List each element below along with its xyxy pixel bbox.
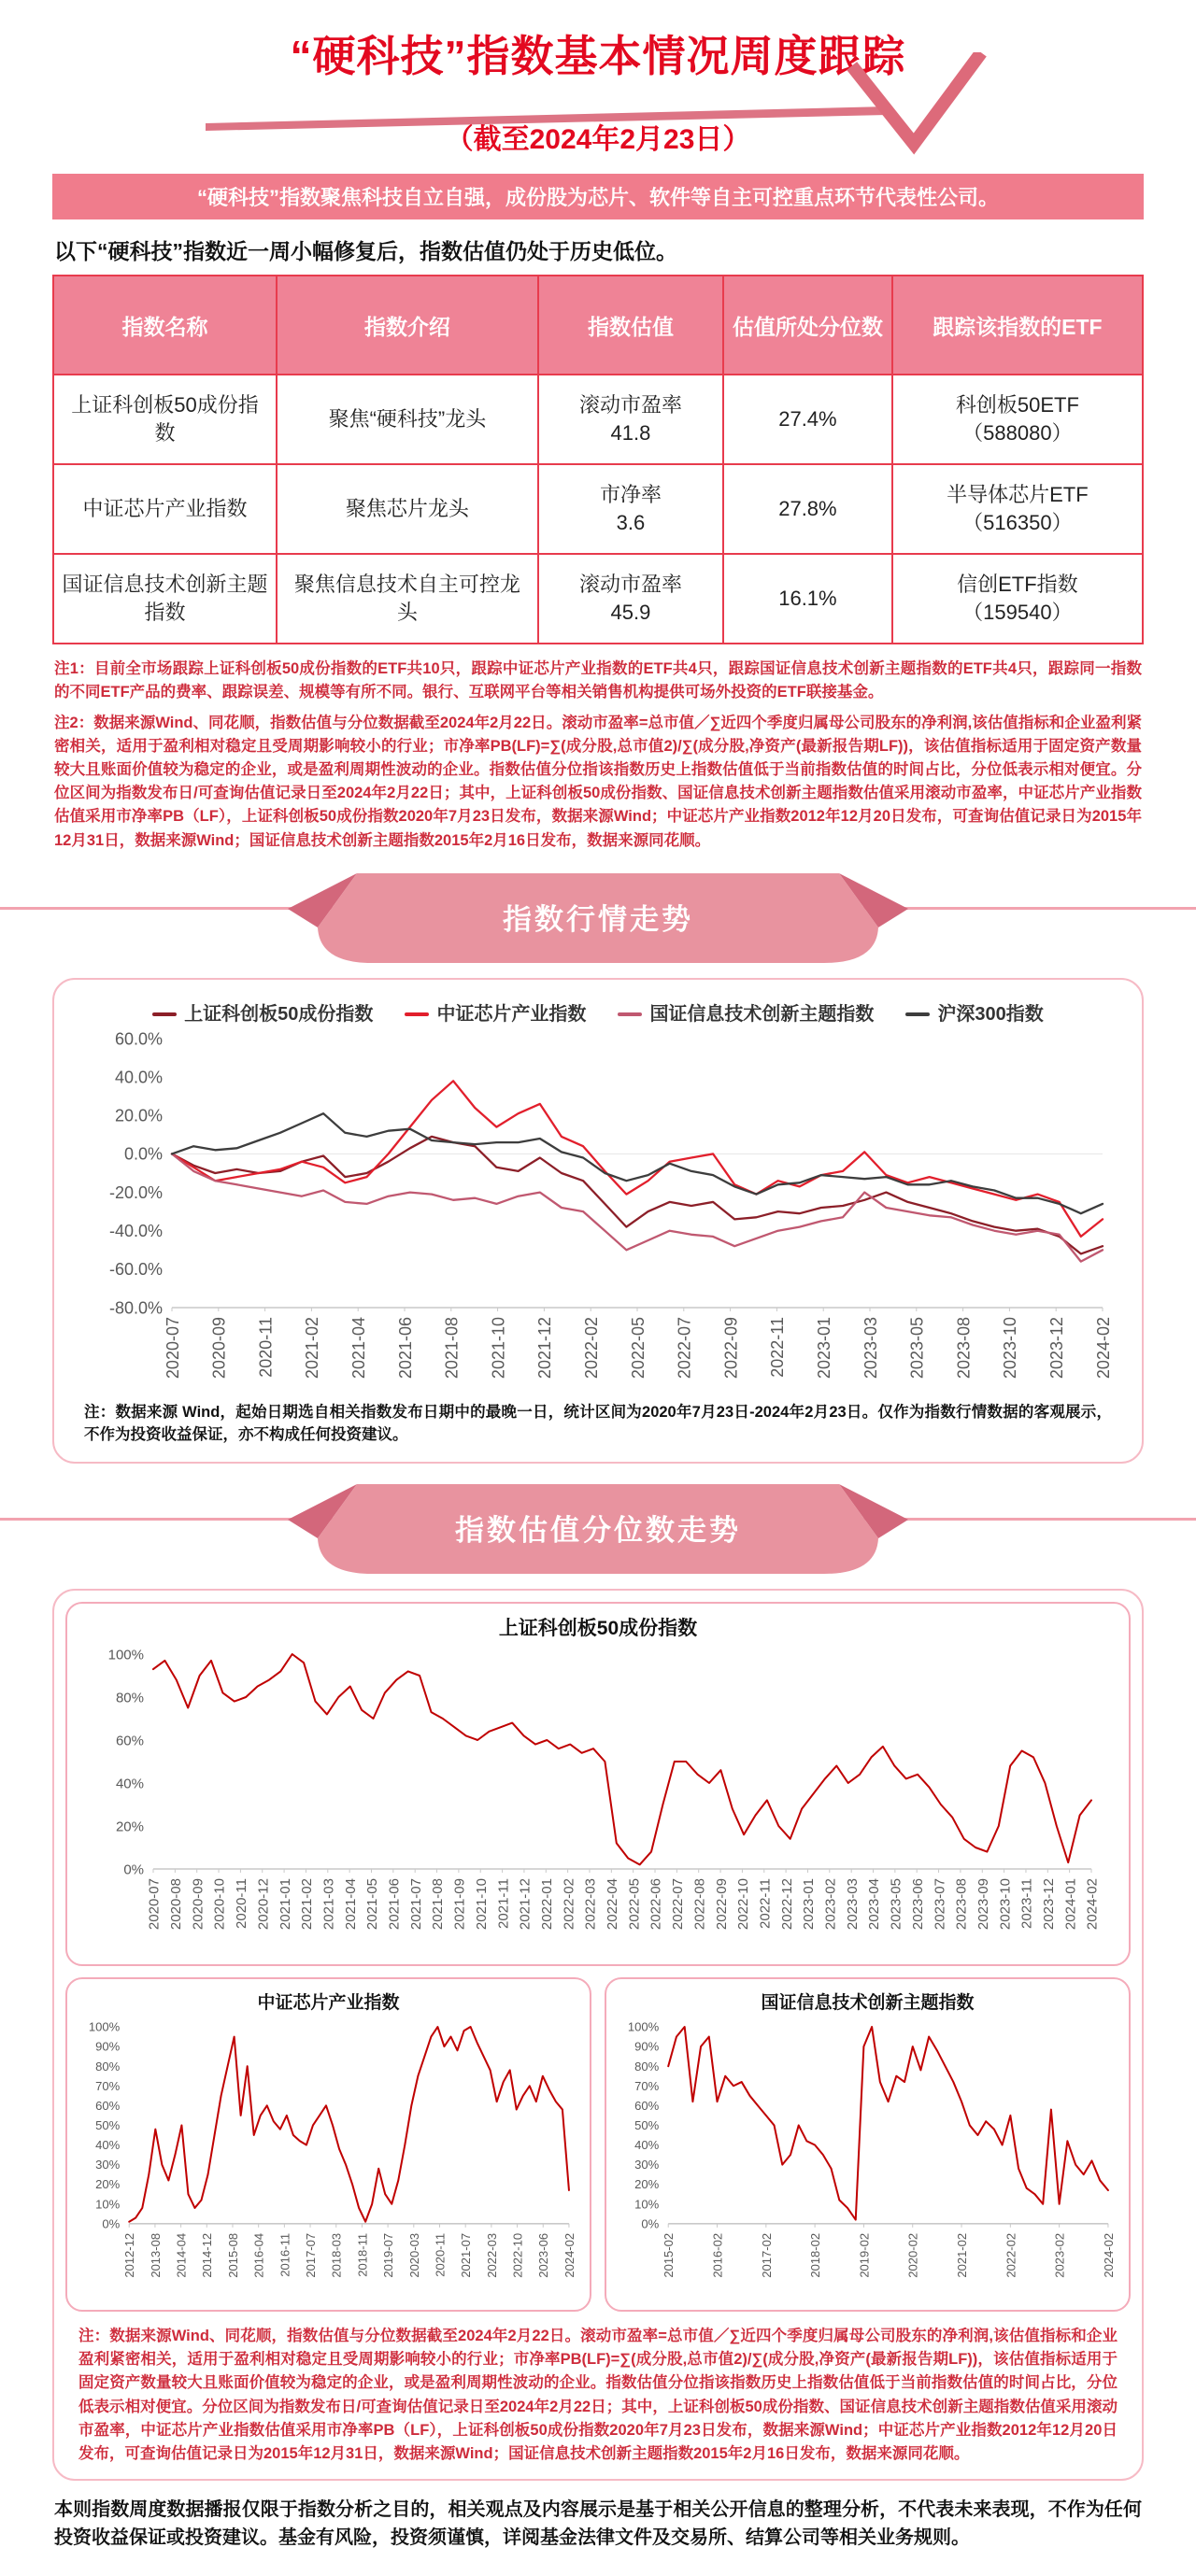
legend-item [152, 998, 373, 1026]
svg-text:50%: 50% [634, 2118, 660, 2133]
index-name: 国证信息技术创新主题指数 [53, 554, 277, 644]
svg-text:2022-03: 2022-03 [582, 1878, 599, 1931]
section1-note: 注：数据来源 Wind，起始日期选自相关指数发布日期中的最晚一日，统计区间为2020年7月23日-2024年2月23日。仅作为指数行情数据的客观展示，不作为投资收益保证，亦不构成任何投资建议。 [84, 1403, 1112, 1444]
svg-text:0%: 0% [102, 2216, 121, 2231]
svg-text:2022-08: 2022-08 [691, 1878, 708, 1931]
svg-text:2024-02: 2024-02 [562, 2232, 577, 2278]
svg-text:2022-09: 2022-09 [713, 1878, 730, 1931]
index-valuation [538, 375, 723, 464]
svg-text:2020-07: 2020-07 [146, 1878, 163, 1931]
legend-label: 上证科创板50成份指数 [184, 1003, 374, 1025]
svg-text:60.0%: 60.0% [114, 1028, 163, 1048]
svg-text:2022-01: 2022-01 [538, 1878, 555, 1931]
svg-text:2021-12: 2021-12 [517, 1878, 534, 1931]
svg-text:40%: 40% [115, 1776, 144, 1792]
chart-legend [64, 998, 1132, 1026]
table-row [53, 464, 1143, 554]
svg-text:2021-10: 2021-10 [473, 1878, 490, 1931]
svg-text:2021-06: 2021-06 [395, 1316, 415, 1379]
svg-text:2021-04: 2021-04 [349, 1316, 369, 1379]
legend-dash-icon [405, 1012, 429, 1016]
svg-text:2023-05: 2023-05 [907, 1316, 927, 1379]
svg-text:2022-06: 2022-06 [648, 1878, 664, 1931]
svg-text:2021-06: 2021-06 [386, 1878, 403, 1931]
svg-text:2016-02: 2016-02 [710, 2232, 725, 2278]
svg-text:2023-01: 2023-01 [815, 1316, 834, 1379]
svg-text:2022-11: 2022-11 [757, 1878, 774, 1930]
svg-text:2023-06: 2023-06 [909, 1878, 926, 1931]
svg-text:2020-09: 2020-09 [209, 1316, 229, 1379]
index-etf [892, 375, 1143, 464]
svg-text:2023-03: 2023-03 [844, 1878, 861, 1931]
svg-text:2020-07: 2020-07 [163, 1316, 182, 1379]
section2-banner [0, 1480, 1196, 1578]
svg-text:20%: 20% [115, 1819, 144, 1835]
svg-text:2018-02: 2018-02 [808, 2232, 823, 2278]
index-name: 中证芯片产业指数 [53, 464, 277, 554]
svg-text:0%: 0% [641, 2216, 660, 2231]
kc50-percentile-box [65, 1602, 1131, 1966]
subtitle: （截至2024年2月23日） [445, 124, 751, 155]
svg-text:90%: 90% [634, 2039, 660, 2054]
chip-percentile-box [65, 1977, 591, 2312]
svg-text:2023-05: 2023-05 [888, 1878, 904, 1931]
svg-text:2022-09: 2022-09 [721, 1316, 741, 1379]
svg-text:80%: 80% [634, 2059, 660, 2074]
svg-text:100%: 100% [627, 2019, 660, 2034]
svg-text:2022-05: 2022-05 [626, 1878, 643, 1931]
svg-text:2013-08: 2013-08 [148, 2232, 163, 2278]
svg-text:2023-03: 2023-03 [861, 1316, 880, 1379]
svg-text:2020-02: 2020-02 [905, 2232, 920, 2278]
percentile-box [52, 1589, 1144, 2481]
svg-text:2022-04: 2022-04 [605, 1878, 621, 1931]
section1-title: 指数行情走势 [503, 902, 693, 936]
svg-text:70%: 70% [95, 2078, 121, 2093]
col-header-intro: 指数介绍 [277, 276, 538, 375]
svg-text:2021-07: 2021-07 [407, 1878, 424, 1931]
svg-text:0%: 0% [123, 1861, 144, 1878]
svg-text:2023-01: 2023-01 [801, 1878, 818, 1931]
svg-text:2020-08: 2020-08 [168, 1878, 185, 1931]
etf-name: 信创ETF指数 [957, 573, 1078, 597]
svg-text:2023-12: 2023-12 [1047, 1316, 1067, 1379]
index-valuation [538, 554, 723, 644]
index-percentile: 27.4% [723, 375, 892, 464]
legend-dash-icon [905, 1012, 930, 1016]
svg-text:2022-05: 2022-05 [628, 1316, 648, 1379]
chip-percentile-chart [73, 2016, 584, 2308]
svg-text:100%: 100% [88, 2019, 121, 2034]
kc50-chart-title: 上证科创板50成份指数 [498, 1618, 698, 1640]
kc50-percentile-chart [84, 1643, 1112, 1962]
svg-text:2018-11: 2018-11 [355, 2232, 370, 2277]
svg-text:-60.0%: -60.0% [108, 1259, 163, 1279]
legend-label: 国证信息技术创新主题指数 [649, 1003, 875, 1025]
svg-text:2012-12: 2012-12 [122, 2232, 137, 2278]
itinno-percentile-chart [612, 2016, 1123, 2308]
index-intro: 聚焦信息技术自主可控龙头 [277, 554, 538, 644]
svg-text:40%: 40% [95, 2138, 121, 2153]
legend-label: 沪深300指数 [937, 1003, 1044, 1025]
index-intro: 聚焦芯片龙头 [277, 464, 538, 554]
chip-chart-title: 中证芯片产业指数 [257, 1993, 400, 2014]
itinno-chart-title: 国证信息技术创新主题指数 [761, 1993, 975, 2014]
svg-text:2022-10: 2022-10 [735, 1878, 752, 1931]
table-row [53, 375, 1143, 464]
svg-text:10%: 10% [95, 2197, 121, 2212]
svg-text:2023-09: 2023-09 [975, 1878, 991, 1931]
percentile-chart-row [65, 1977, 1131, 2312]
etf-name: 半导体芯片ETF [947, 483, 1089, 507]
svg-text:2020-11: 2020-11 [256, 1316, 276, 1378]
market-trend-chart [75, 1026, 1121, 1399]
svg-text:70%: 70% [634, 2078, 660, 2093]
table-header-row [53, 276, 1143, 375]
etf-code: （516350） [962, 511, 1073, 534]
svg-text:2020-03: 2020-03 [406, 2232, 421, 2278]
svg-text:-40.0%: -40.0% [108, 1221, 163, 1240]
svg-text:2023-04: 2023-04 [866, 1878, 883, 1931]
table-note-2: 注2：数据来源Wind、同花顺，指数估值与分位数据截至2024年2月22日。滚动市盈率=总市值／∑近四个季度归属母公司股东的净利润,该估值指标和企业盈利紧密相关，适用于盈利相对稳定且受周期影响较小的行业；市净率PB(LF)=∑(成分股,总市值2)/∑(成分股,净资产(最新报告期LF))，该估值指标适用于固定资产数量较大且账面价值较为稳定的企业，或是盈利周期性波动的企业。指数估值分位指该指数历史上指数估值低于当前指数估值的时间占比，分位低表示相对便宜。分位区间为指数发布日/可查询估值记录日至2024年2月22日；其中，上证科创板50成份指数、国证信息技术创新主题指数估值采用滚动市盈率，中证芯片产业指数估值采用市净率PB（LF），上证科创板50成份指数2020年7月23日发布，数据来源Wind；中证芯片产业指数2012年12月20日发布，可查询估值记录日为2015年12月31日，数据来源Wind；国证信息技术创新主题指数2015年2月16日发布，数据来源同花顺。 [54, 715, 1142, 849]
header [0, 22, 1196, 157]
svg-text:2021-08: 2021-08 [430, 1878, 447, 1931]
etf-code: （159540） [962, 601, 1073, 624]
svg-text:0.0%: 0.0% [123, 1144, 163, 1164]
legend-item [405, 998, 586, 1026]
valuation-type: 市净率 [599, 483, 662, 507]
table-row [53, 554, 1143, 644]
svg-text:2022-02: 2022-02 [1004, 2232, 1018, 2278]
svg-text:30%: 30% [95, 2158, 121, 2173]
svg-text:2021-04: 2021-04 [342, 1878, 359, 1931]
page-title: “硬科技”指数基本情况周度跟踪 [290, 32, 906, 80]
svg-text:2022-10: 2022-10 [510, 2232, 525, 2278]
intro-text: 以下“硬科技”指数近一周小幅修复后，指数估值仍处于历史低位。 [54, 239, 677, 263]
svg-text:2015-08: 2015-08 [225, 2232, 240, 2278]
legend-item [618, 998, 874, 1026]
svg-text:60%: 60% [634, 2099, 660, 2114]
svg-text:2023-02: 2023-02 [822, 1878, 839, 1931]
svg-text:2023-02: 2023-02 [1052, 2232, 1067, 2278]
svg-text:2021-03: 2021-03 [320, 1878, 337, 1931]
svg-text:2022-03: 2022-03 [484, 2232, 499, 2278]
index-valuation [538, 464, 723, 554]
index-percentile: 27.8% [723, 464, 892, 554]
svg-text:20%: 20% [95, 2177, 121, 2192]
svg-text:40.0%: 40.0% [114, 1068, 163, 1087]
svg-text:80%: 80% [95, 2059, 121, 2074]
index-etf [892, 464, 1143, 554]
section1-banner [0, 870, 1196, 967]
svg-text:2024-02: 2024-02 [1101, 2232, 1116, 2278]
footer-disclaimer: 本则指数周度数据播报仅限于指数分析之目的，相关观点及内容展示是基于相关公开信息的整理分析，不代表未来表现，不作为任何投资收益保证或投资建议。基金有风险，投资须谨慎，详阅基金法律文件及交易所、结算公司等相关业务规则。 [54, 2498, 1142, 2548]
svg-text:2021-07: 2021-07 [459, 2232, 474, 2278]
svg-text:2022-07: 2022-07 [670, 1878, 687, 1931]
col-header-percentile: 估值所处分位数 [723, 276, 892, 375]
intro-banner: “硬科技”指数聚焦科技自立自强，成份股为芯片、软件等自主可控重点环节代表性公司。 [52, 174, 1144, 219]
svg-text:2021-02: 2021-02 [299, 1878, 316, 1931]
svg-text:90%: 90% [95, 2039, 121, 2054]
svg-text:2021-08: 2021-08 [442, 1316, 462, 1379]
etf-code: （588080） [962, 421, 1073, 445]
index-table [52, 275, 1144, 644]
legend-label: 中证芯片产业指数 [436, 1003, 587, 1025]
svg-text:2023-10: 2023-10 [997, 1878, 1014, 1931]
legend-item [905, 998, 1043, 1026]
col-header-name: 指数名称 [53, 276, 277, 375]
valuation-type: 滚动市盈率 [578, 393, 682, 418]
svg-text:50%: 50% [95, 2118, 121, 2133]
valuation-type: 滚动市盈率 [578, 573, 682, 597]
svg-text:2023-08: 2023-08 [953, 1878, 970, 1931]
svg-text:10%: 10% [634, 2197, 660, 2212]
svg-text:2016-04: 2016-04 [251, 2232, 266, 2278]
valuation-value: 41.8 [610, 421, 651, 445]
svg-text:2021-05: 2021-05 [364, 1878, 381, 1931]
svg-text:2023-07: 2023-07 [932, 1878, 948, 1931]
etf-name: 科创板50ETF [955, 393, 1079, 418]
svg-text:2022-11: 2022-11 [768, 1316, 788, 1378]
svg-text:40%: 40% [634, 2138, 660, 2153]
svg-text:2020-11: 2020-11 [433, 2232, 448, 2277]
svg-text:2020-11: 2020-11 [234, 1878, 250, 1930]
svg-text:2017-02: 2017-02 [759, 2232, 774, 2278]
col-header-valuation: 指数估值 [538, 276, 723, 375]
legend-dash-icon [152, 1012, 177, 1016]
index-name: 上证科创板50成份指数 [53, 375, 277, 464]
svg-text:2024-02: 2024-02 [1093, 1316, 1113, 1379]
svg-text:2019-07: 2019-07 [381, 2232, 396, 2278]
valuation-value: 45.9 [610, 601, 651, 624]
svg-text:2017-07: 2017-07 [304, 2232, 319, 2278]
svg-text:2023-12: 2023-12 [1041, 1878, 1058, 1931]
svg-text:2022-02: 2022-02 [582, 1316, 602, 1379]
svg-text:2021-02: 2021-02 [954, 2232, 969, 2278]
svg-text:2023-11: 2023-11 [1018, 1878, 1035, 1930]
svg-text:2023-08: 2023-08 [954, 1316, 974, 1379]
svg-text:2024-02: 2024-02 [1084, 1878, 1101, 1931]
svg-text:2015-02: 2015-02 [662, 2232, 676, 2278]
svg-text:30%: 30% [634, 2158, 660, 2173]
svg-text:100%: 100% [107, 1647, 144, 1663]
svg-text:20%: 20% [634, 2177, 660, 2192]
svg-text:2021-10: 2021-10 [489, 1316, 508, 1379]
index-intro: 聚焦“硬科技”龙头 [277, 375, 538, 464]
svg-text:2016-11: 2016-11 [278, 2232, 292, 2277]
svg-text:-20.0%: -20.0% [108, 1182, 163, 1202]
svg-text:80%: 80% [115, 1690, 144, 1706]
index-etf [892, 554, 1143, 644]
svg-text:2021-02: 2021-02 [303, 1316, 322, 1379]
svg-text:2021-11: 2021-11 [495, 1878, 512, 1930]
legend-dash-icon [618, 1012, 642, 1016]
svg-text:60%: 60% [115, 1733, 144, 1749]
svg-text:2021-12: 2021-12 [535, 1316, 555, 1379]
svg-text:2023-06: 2023-06 [536, 2232, 551, 2278]
svg-text:2020-12: 2020-12 [255, 1878, 272, 1931]
svg-text:2014-12: 2014-12 [200, 2232, 215, 2278]
svg-text:2022-12: 2022-12 [778, 1878, 795, 1931]
col-header-etf: 跟踪该指数的ETF [892, 276, 1143, 375]
svg-text:2019-02: 2019-02 [857, 2232, 872, 2278]
svg-text:2021-01: 2021-01 [277, 1878, 293, 1931]
table-note-1: 注1：目前全市场跟踪上证科创板50成份指数的ETF共10只，跟踪中证芯片产业指数的ETF共4只，跟踪国证信息技术创新主题指数的ETF共4只，跟踪同一指数的不同ETF产品的费率、跟踪误差、规模等有所不同。银行、互联网平台等相关销售机构提供可场外投资的ETF联接基金。 [54, 660, 1142, 701]
svg-text:2022-07: 2022-07 [675, 1316, 694, 1379]
section2-title: 指数估值分位数走势 [455, 1514, 741, 1548]
valuation-value: 3.6 [616, 511, 646, 534]
svg-text:2021-09: 2021-09 [451, 1878, 468, 1931]
svg-text:60%: 60% [95, 2099, 121, 2114]
index-percentile: 16.1% [723, 554, 892, 644]
market-trend-box [52, 978, 1144, 1465]
svg-text:2018-03: 2018-03 [329, 2232, 344, 2278]
svg-text:2014-04: 2014-04 [174, 2232, 189, 2278]
svg-text:2023-10: 2023-10 [1001, 1316, 1020, 1379]
svg-text:2020-10: 2020-10 [211, 1878, 228, 1931]
svg-text:2020-09: 2020-09 [190, 1878, 206, 1931]
section2-note: 注：数据来源Wind、同花顺，指数估值与分位数据截至2024年2月22日。滚动市盈率=总市值／∑近四个季度归属母公司股东的净利润,该估值指标和企业盈利紧密相关，适用于盈利相对稳定且受周期影响较小的行业；市净率PB(LF)=∑(成分股,总市值2)/∑(成分股,净资产(最新报告期LF))，该估值指标适用于固定资产数量较大且账面价值较为稳定的企业，或是盈利周期性波动的企业。指数估值分位指该指数历史上指数估值低于当前指数估值的时间占比，分位低表示相对便宜。分位区间为指数发布日/可查询估值记录日至2024年2月22日；其中，上证科创板50成份指数、国证信息技术创新主题指数估值采用滚动市盈率，中证芯片产业指数估值采用市净率PB（LF），上证科创板50成份指数2020年7月23日发布，数据来源Wind；中证芯片产业指数2012年12月20日发布，可查询估值记录日为2015年12月31日，数据来源Wind；国证信息技术创新主题指数2015年2月16日发布，数据来源同花顺。 [78, 2328, 1118, 2462]
svg-text:-80.0%: -80.0% [108, 1297, 163, 1317]
svg-text:2024-01: 2024-01 [1062, 1878, 1079, 1931]
itinno-percentile-box [605, 1977, 1131, 2312]
svg-text:20.0%: 20.0% [114, 1106, 163, 1125]
svg-text:2022-02: 2022-02 [561, 1878, 577, 1931]
